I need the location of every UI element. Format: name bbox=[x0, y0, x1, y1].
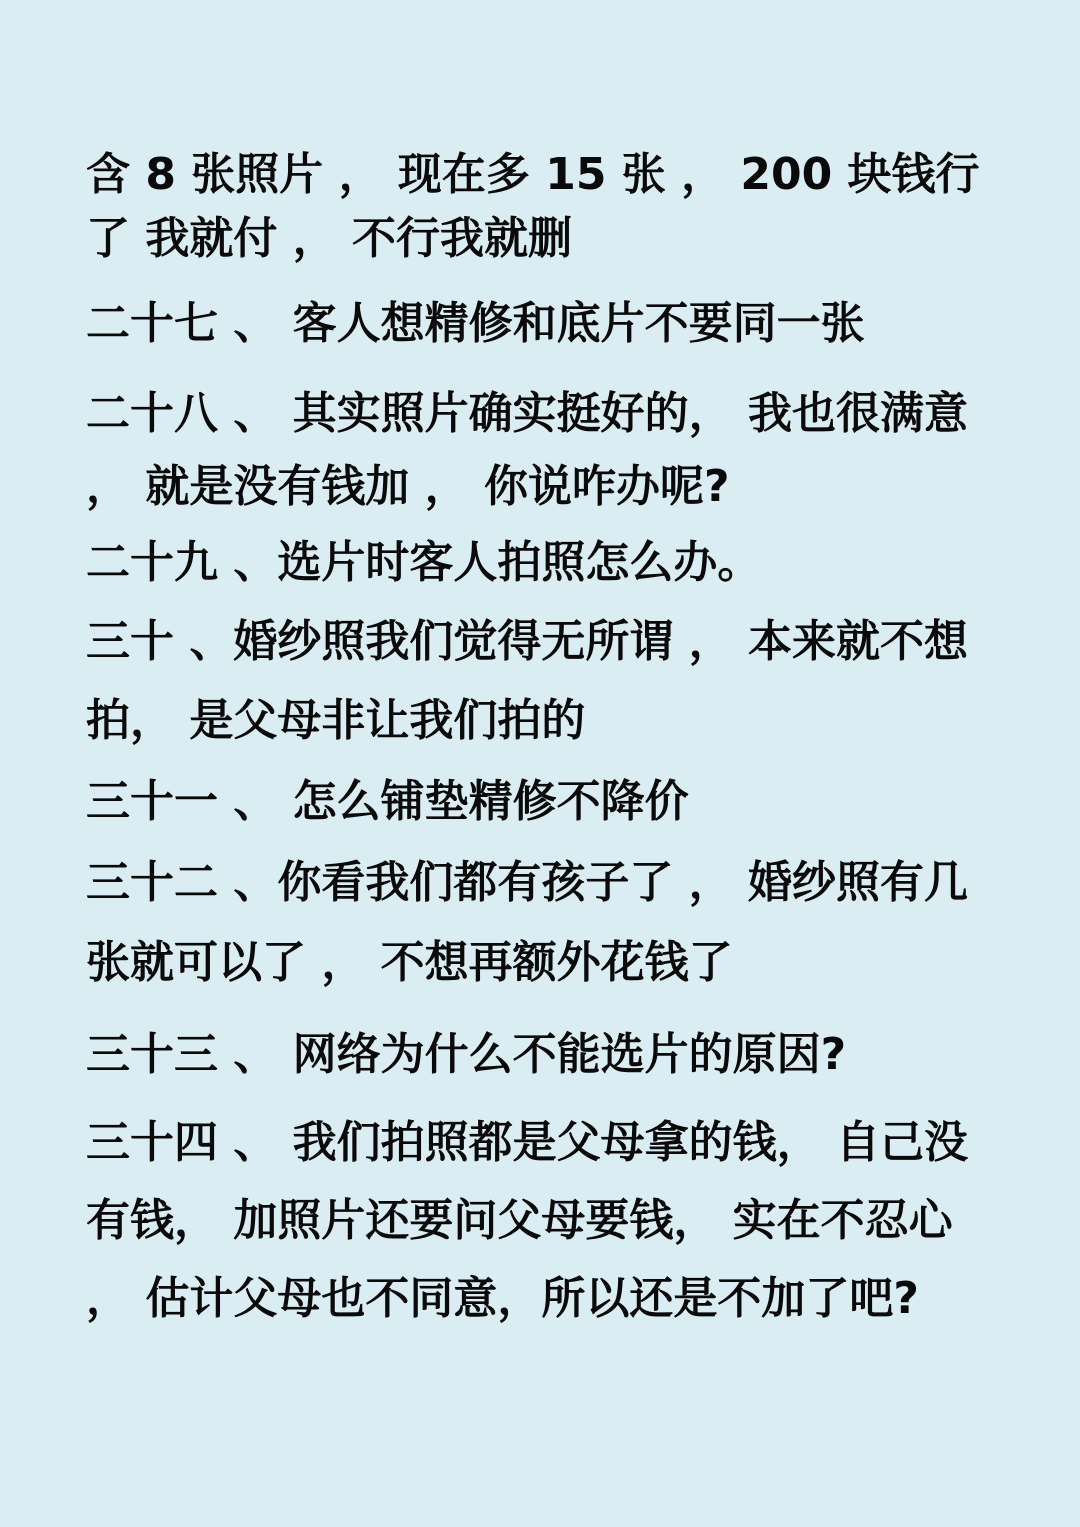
text-line-1: 含 8 张照片 ， 现在多 15 张 ， 200 块钱行 bbox=[86, 149, 980, 200]
item-28-line-2: ， 就是没有钱加 ， 你说咋办呢? bbox=[86, 461, 730, 512]
item-34-line-3: ， 估计父母也不同意，所以还是不加了吧? bbox=[86, 1273, 919, 1324]
item-32-line-2: 张就可以了 ， 不想再额外花钱了 bbox=[86, 937, 733, 988]
item-34-line-2: 有钱， 加照片还要问父母要钱， 实在不忍心 bbox=[86, 1195, 953, 1246]
item-29-line-1: 二十九 、选片时客人拍照怎么办。 bbox=[86, 537, 762, 588]
item-30-line-1: 三十 、婚纱照我们觉得无所谓 ， 本来就不想 bbox=[86, 616, 968, 667]
item-30-line-2: 拍， 是父母非让我们拍的 bbox=[86, 695, 586, 746]
text-line-2: 了 我就付 ， 不行我就删 bbox=[86, 213, 572, 264]
item-32-line-1: 三十二 、你看我们都有孩子了 ， 婚纱照有几 bbox=[86, 857, 968, 908]
item-34-line-1: 三十四 、 我们拍照都是父母拿的钱， 自己没 bbox=[86, 1117, 968, 1168]
item-33-line-1: 三十三 、 网络为什么不能选片的原因? bbox=[86, 1029, 847, 1080]
item-27-line-1: 二十七 、 客人想精修和底片不要同一张 bbox=[86, 298, 865, 349]
item-28-line-1: 二十八 、 其实照片确实挺好的， 我也很满意 bbox=[86, 388, 968, 439]
item-31-line-1: 三十一 、 怎么铺垫精修不降价 bbox=[86, 776, 689, 827]
